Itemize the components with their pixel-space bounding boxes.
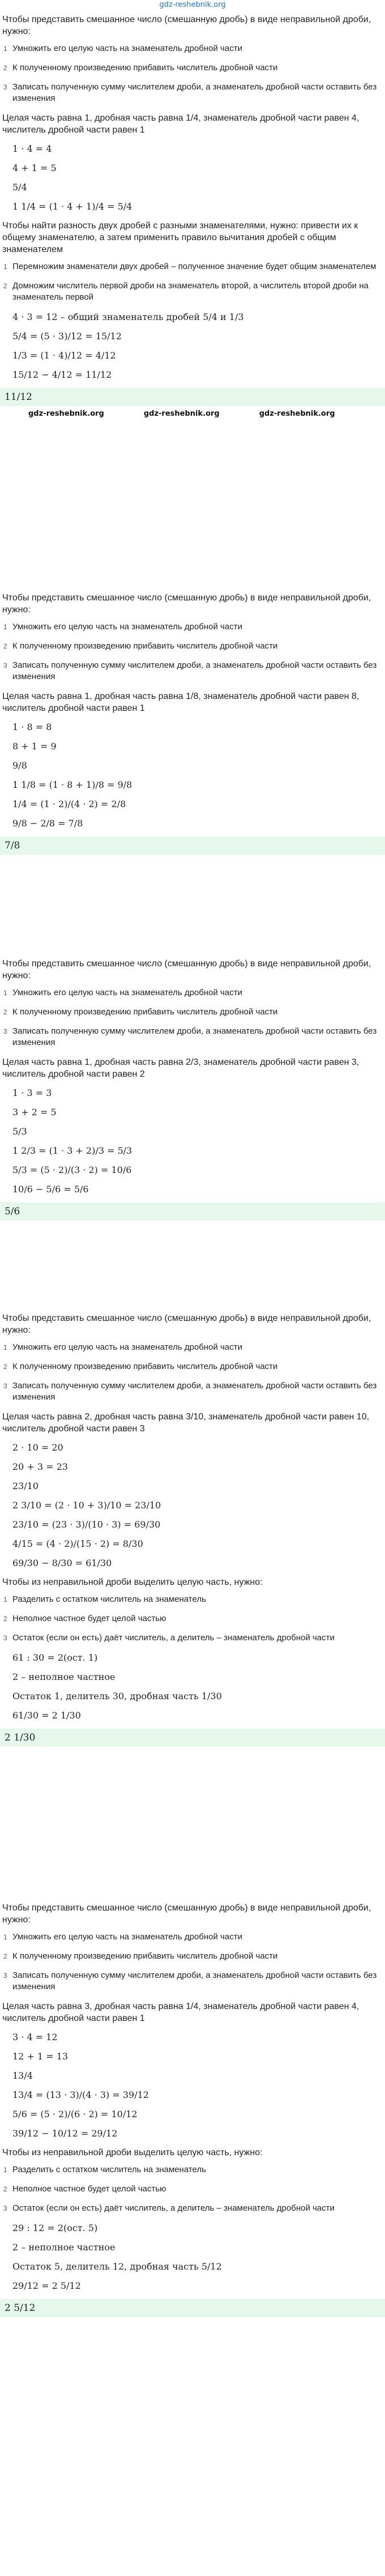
step-item: 2 Неполное частное будет целой частью [3, 2184, 166, 2194]
step-item: 1 Умножить его целую часть на знаменатель дробной части [3, 988, 242, 997]
explain-text: Целая часть равна 3, дробная часть равна 1/4, знаменатель дробной части равен 4, числитель дробной части равен 1 [2, 2002, 360, 2023]
intro-text-2: Чтобы из неправильной дроби выделить целую часть, нужно: [2, 2148, 263, 2157]
math-line: 5/4 = (5 · 3)/12 = 15/12 [12, 331, 122, 342]
steps-list [0, 621, 385, 683]
math-line: 1 · 3 = 3 [12, 1087, 52, 1098]
math-line: 9/8 [12, 760, 27, 771]
solution-block-1 [0, 14, 385, 588]
solution-block-5 [0, 1902, 385, 2576]
math-line: 69/30 − 8/30 = 61/30 [12, 1558, 112, 1568]
math-line: 3 + 2 = 5 [12, 1107, 57, 1118]
math-line: 5/3 = (5 · 2)/(3 · 2) = 10/6 [12, 1165, 132, 1175]
math-line: 1 · 4 = 4 [12, 143, 52, 154]
explain-text: Целая часть равна 1, дробная часть равна 2/3, знаменатель дробной части равен 3, числитель дробной части равен 2 [2, 1057, 360, 1079]
step-item: 1 Умножить его целую часть на знаменатель дробной части [3, 1932, 242, 1942]
step-item: 3 Остаток (если он есть) даёт числитель, а делитель – знаменатель дробной части [3, 1633, 335, 1643]
step-item: 1 Умножить его целую часть на знаменатель дробной части [3, 44, 242, 53]
answer: 7/8 [0, 837, 385, 855]
intro-text: Чтобы представить смешанное число (смешанную дробь) в виде неправильной дроби, нужно: [2, 15, 371, 36]
math-line: 12 + 1 = 13 [12, 2051, 69, 2062]
watermark-row: gdz-reshebnik.org gdz-reshebnik.org gdz-reshebnik.org [28, 410, 335, 418]
math-line: 1 · 8 = 8 [12, 722, 52, 732]
math-line: 2 · 10 = 20 [12, 1442, 63, 1453]
step-item: 1 Перемножим знаменатели двух дробей – полученное значение будет общим знаменателем [3, 262, 377, 271]
solution-block-3 [0, 958, 385, 1309]
math-line: 1/3 = (1 · 4)/12 = 4/12 [12, 350, 116, 361]
intro-text: Чтобы представить смешанное число (смешанную дробь) в виде неправильной дроби, нужно: [2, 1903, 371, 1925]
step-item: 2 К полученному произведению прибавить числитель дробной части [3, 1007, 278, 1017]
math-line: 1 1/8 = (1 · 8 + 1)/8 = 9/8 [12, 779, 132, 790]
math-line: 61/30 = 2 1/30 [12, 1710, 81, 1721]
math-line: 9/8 − 2/8 = 7/8 [12, 818, 83, 829]
step-item: 1 Умножить его целую часть на знаменатель дробной части [3, 622, 242, 632]
math-line: 3 · 4 = 12 [12, 2032, 58, 2042]
math-line: 29 : 12 = 2(ост. 5) [12, 2223, 98, 2233]
intro-text: Чтобы представить смешанное число (смешанную дробь) в виде неправильной дроби, нужно: [2, 593, 371, 615]
intro-text: Чтобы представить смешанное число (смешанную дробь) в виде неправильной дроби, нужно: [2, 959, 371, 980]
math-line: 23/10 [12, 1481, 39, 1491]
step-item: 1 Умножить его целую часть на знаменатель дробной части [3, 1342, 242, 1352]
step-item: 2 К полученному произведению прибавить числитель дробной части [3, 1951, 278, 1961]
math-line: 1 2/3 = (1 · 3 + 2)/3 = 5/3 [12, 1145, 132, 1156]
math-line: 1/4 = (1 · 2)/(4 · 2) = 2/8 [12, 799, 126, 809]
math-line: Остаток 1, делитель 30, дробная часть 1/30 [12, 1691, 222, 1701]
steps-list [0, 1342, 385, 1403]
step-item: 3 Записать полученную сумму числителем дроби, а знаменатель дробной части оставить без изменения [3, 82, 377, 103]
intro-text-2: Чтобы найти разность двух дробей с разными знаменателями, нужно: привести их к общему знаменателю, а затем применить правило вычитания дробей с общим знаменателем [2, 221, 358, 254]
answer: 2 5/12 [0, 2299, 385, 2317]
steps-list [0, 43, 385, 104]
steps-list-2 [0, 1594, 385, 1644]
math-line: 61 : 30 = 2(ост. 1) [12, 1652, 98, 1663]
math-line: 2 – неполное частное [12, 1671, 116, 1682]
step-item: 3 Остаток (если он есть) даёт числитель, а делитель – знаменатель дробной части [3, 2203, 335, 2213]
math-line: 2 – неполное частное [12, 2242, 116, 2253]
math-line: 8 + 1 = 9 [12, 741, 57, 752]
site-header: gdz-reshebnik.org [159, 1, 226, 9]
step-item: 2 К полученному произведению прибавить числитель дробной части [3, 63, 278, 72]
steps-list [0, 1931, 385, 1993]
step-item: 2 Домножим числитель первой дроби на знаменатель второй, а числитель второй дроби на знаменатель первой [3, 281, 369, 302]
step-item: 1 Разделить с остатком числитель на знаменатель [3, 1594, 206, 1604]
step-item: 3 Записать полученную сумму числителем дроби, а знаменатель дробной части оставить без изменения [3, 660, 377, 681]
math-line: 5/4 [12, 182, 27, 193]
explain-text: Целая часть равна 1, дробная часть равна 1/4, знаменатель дробной части равен 4, числитель дробной части равен 1 [2, 113, 360, 135]
math-line: 39/12 − 10/12 = 29/12 [12, 2128, 118, 2139]
step-item: 3 Записать полученную сумму числителем дроби, а знаменатель дробной части оставить без изменения [3, 1026, 377, 1047]
intro-text: Чтобы представить смешанное число (смешанную дробь) в виде неправильной дроби, нужно: [2, 1313, 371, 1335]
math-line: 13/4 = (13 · 3)/(4 · 3) = 39/12 [12, 2089, 149, 2100]
steps-list [0, 987, 385, 1048]
step-item: 2 К полученному произведению прибавить числитель дробной части [3, 1362, 278, 1371]
math-line: 4/15 = (4 · 2)/(15 · 2) = 8/30 [12, 1538, 143, 1549]
solution-block-2 [0, 592, 385, 954]
answer: 5/6 [0, 1202, 385, 1221]
answer: 11/12 [0, 388, 385, 406]
step-item: 2 К полученному произведению прибавить числитель дробной части [3, 641, 278, 651]
solution-block-4 [0, 1312, 385, 1899]
math-line: 15/12 − 4/12 = 11/12 [12, 369, 112, 380]
math-line: 4 + 1 = 5 [12, 163, 57, 173]
explain-text: Целая часть равна 2, дробная часть равна 3/10, знаменатель дробной части равен 10, числитель дробной части равен 3 [2, 1412, 370, 1434]
steps-list-2 [0, 2164, 385, 2214]
math-line: 2 3/10 = (2 · 10 + 3)/10 = 23/10 [12, 1500, 161, 1511]
steps-list-2 [0, 261, 385, 303]
step-item: 3 Записать полученную сумму числителем дроби, а знаменатель дробной части оставить без изменения [3, 1381, 377, 1402]
math-line: 5/3 [12, 1126, 27, 1137]
step-item: 2 Неполное частное будет целой частью [3, 1614, 166, 1623]
explain-text: Целая часть равна 1, дробная часть равна 1/8, знаменатель дробной части равен 8, числитель дробной части равен 1 [2, 692, 360, 713]
step-item: 1 Разделить с остатком числитель на знаменатель [3, 2165, 206, 2174]
math-line: Остаток 5, делитель 12, дробная часть 5/12 [12, 2261, 222, 2272]
math-line: 1 1/4 = (1 · 4 + 1)/4 = 5/4 [12, 201, 132, 212]
intro-text-2: Чтобы из неправильной дроби выделить целую часть, нужно: [2, 1577, 263, 1587]
math-line: 4 · 3 = 12 – общий знаменатель дробей 5/4 и 1/3 [12, 312, 244, 322]
math-line: 13/4 [12, 2070, 33, 2081]
math-line: 29/12 = 2 5/12 [12, 2280, 81, 2291]
math-line: 23/10 = (23 · 3)/(10 · 3) = 69/30 [12, 1519, 161, 1530]
math-line: 20 + 3 = 23 [12, 1461, 69, 1472]
answer: 2 1/30 [0, 1729, 385, 1747]
math-line: 5/6 = (5 · 2)/(6 · 2) = 10/12 [12, 2109, 138, 2119]
step-item: 3 Записать полученную сумму числителем дроби, а знаменатель дробной части оставить без изменения [3, 1971, 377, 1991]
math-line: 10/6 − 5/6 = 5/6 [12, 1184, 89, 1195]
